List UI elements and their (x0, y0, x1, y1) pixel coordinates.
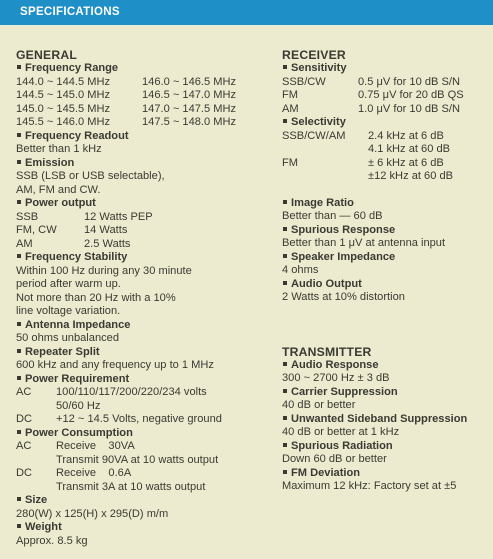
power-requirement-dc: DC +12 ~ 14.5 Volts, negative ground (16, 413, 222, 425)
frequency-stability-line: line voltage variation. (16, 305, 121, 317)
bullet-icon (17, 133, 21, 137)
carrier-suppression-title: Carrier Suppression (282, 386, 493, 400)
image-ratio-value: Better than — 60 dB (282, 210, 383, 222)
frequency-range-row: 145.5 ~ 146.0 MHz 147.5 ~ 148.0 MHz (16, 116, 237, 128)
bullet-icon (17, 349, 21, 353)
audio-response-title: Audio Response (282, 359, 493, 373)
frequency-stability-line: period after warm up. (16, 278, 121, 290)
frequency-readout-value: Better than 1 kHz (16, 143, 102, 155)
bullet-icon (283, 470, 287, 474)
power-output-row: SSB 12 Watts PEP (16, 210, 153, 223)
bullet-icon (283, 200, 287, 204)
frequency-stability-title: Frequency Stability (16, 251, 278, 265)
power-consumption-title: Power Consumption (16, 427, 278, 441)
general-heading: GENERAL (16, 48, 77, 62)
power-output-row: AM 2.5 Watts (16, 237, 131, 250)
sensitivity-row: AM 1.0 μV for 10 dB S/N (282, 102, 460, 115)
size-value: 280(W) x 125(H) x 295(D) m/m (16, 507, 169, 520)
emission-title: Emission (16, 157, 278, 171)
emission-line: AM, FM and CW. (16, 183, 101, 196)
repeater-split-value: 600 kHz and any frequency up to 1 MHz (16, 359, 214, 371)
bullet-icon (283, 281, 287, 285)
bullet-icon (283, 389, 287, 393)
bullet-icon (17, 524, 21, 528)
audio-response-value: 300 ~ 2700 Hz ± 3 dB (282, 372, 390, 384)
emission-line: SSB (LSB or USB selectable), (16, 170, 165, 182)
sensitivity-title: Sensitivity (282, 62, 493, 76)
weight-value: Approx. 8.5 kg (16, 534, 88, 547)
header-bar (0, 0, 493, 25)
size-title: Size (16, 494, 278, 508)
bullet-icon (17, 430, 21, 434)
general-column (16, 48, 278, 548)
power-consumption-dc-receive: DC Receive 0.6A (16, 467, 132, 479)
audio-output-title: Audio Output (282, 278, 493, 292)
receiver-heading: RECEIVER (282, 48, 346, 62)
bullet-icon (283, 362, 287, 366)
frequency-stability-line: Not more than 20 Hz with a 10% (16, 291, 176, 304)
transmitter-heading: TRANSMITTER (282, 344, 372, 359)
selectivity-ssb-60db: 4.1 kHz at 60 dB (368, 143, 451, 155)
sensitivity-row: FM 0.75 μV for 20 dB QS (282, 89, 464, 101)
frequency-range-row: 145.0 ~ 145.5 MHz 147.0 ~ 147.5 MHz (16, 102, 237, 115)
spurious-response-value: Better than 1 μV at antenna input (282, 237, 446, 249)
power-output-row: FM, CW 14 Watts (16, 224, 128, 236)
receiver-transmitter-column (282, 48, 493, 494)
selectivity-fm-row: FM ± 6 kHz at 6 dB (282, 156, 444, 169)
audio-output-value: 2 Watts at 10% distortion (282, 291, 405, 303)
bullet-icon (17, 65, 21, 69)
frequency-range-row: 144.0 ~ 144.5 MHz 146.0 ~ 146.5 MHz (16, 75, 237, 88)
bullet-icon (17, 376, 21, 380)
page-title: SPECIFICATIONS (20, 6, 120, 18)
repeater-split-title: Repeater Split (16, 346, 278, 360)
speaker-impedance-value: 4 ohms (282, 264, 319, 276)
power-requirement-ac: AC 100/110/117/200/220/234 volts (16, 386, 207, 398)
frequency-stability-line: Within 100 Hz during any 30 minute (16, 264, 192, 277)
bullet-icon (17, 160, 21, 164)
power-consumption-ac-transmit: Transmit 90VA at 10 watts output (56, 453, 219, 466)
power-requirement-title: Power Requirement (16, 373, 278, 387)
weight-title: Weight (16, 521, 278, 535)
bullet-icon (283, 65, 287, 69)
fm-deviation-value: Maximum 12 kHz: Factory set at ±5 (282, 480, 457, 492)
selectivity-fm-60db: ±12 kHz at 60 dB (368, 170, 454, 182)
bullet-icon (283, 254, 287, 258)
bullet-icon (17, 254, 21, 258)
bullet-icon (283, 119, 287, 123)
spurious-response-title: Spurious Response (282, 224, 493, 238)
sensitivity-row: SSB/CW 0.5 μV for 10 dB S/N (282, 75, 460, 88)
bullet-icon (17, 200, 21, 204)
speaker-impedance-title: Speaker Impedance (282, 251, 493, 265)
frequency-range-title: Frequency Range (16, 62, 278, 76)
bullet-icon (17, 322, 21, 326)
bullet-icon (17, 497, 21, 501)
unwanted-sideband-title: Unwanted Sideband Suppression (282, 413, 493, 427)
unwanted-sideband-value: 40 dB or better at 1 kHz (282, 426, 400, 438)
bullet-icon (283, 416, 287, 420)
spurious-radiation-title: Spurious Radiation (282, 440, 493, 454)
bullet-icon (283, 443, 287, 447)
image-ratio-title: Image Ratio (282, 197, 493, 211)
spurious-radiation-value: Down 60 dB or better (282, 453, 387, 465)
power-requirement-ac-frequency: 50/60 Hz (56, 399, 101, 412)
power-consumption-dc-transmit: Transmit 3A at 10 watts output (56, 480, 206, 493)
selectivity-title: Selectivity (282, 116, 493, 130)
fm-deviation-title: FM Deviation (282, 467, 493, 481)
power-output-title: Power output (16, 197, 278, 211)
antenna-impedance-value: 50 ohms unbalanced (16, 332, 120, 344)
frequency-readout-title: Frequency Readout (16, 130, 278, 144)
selectivity-ssb-row: SSB/CW/AM 2.4 kHz at 6 dB (282, 129, 444, 142)
bullet-icon (283, 227, 287, 231)
frequency-range-row: 144.5 ~ 145.0 MHz 146.5 ~ 147.0 MHz (16, 89, 237, 101)
antenna-impedance-title: Antenna Impedance (16, 319, 278, 333)
carrier-suppression-value: 40 dB or better (282, 399, 356, 411)
power-consumption-ac-receive: AC Receive 30VA (16, 440, 135, 452)
